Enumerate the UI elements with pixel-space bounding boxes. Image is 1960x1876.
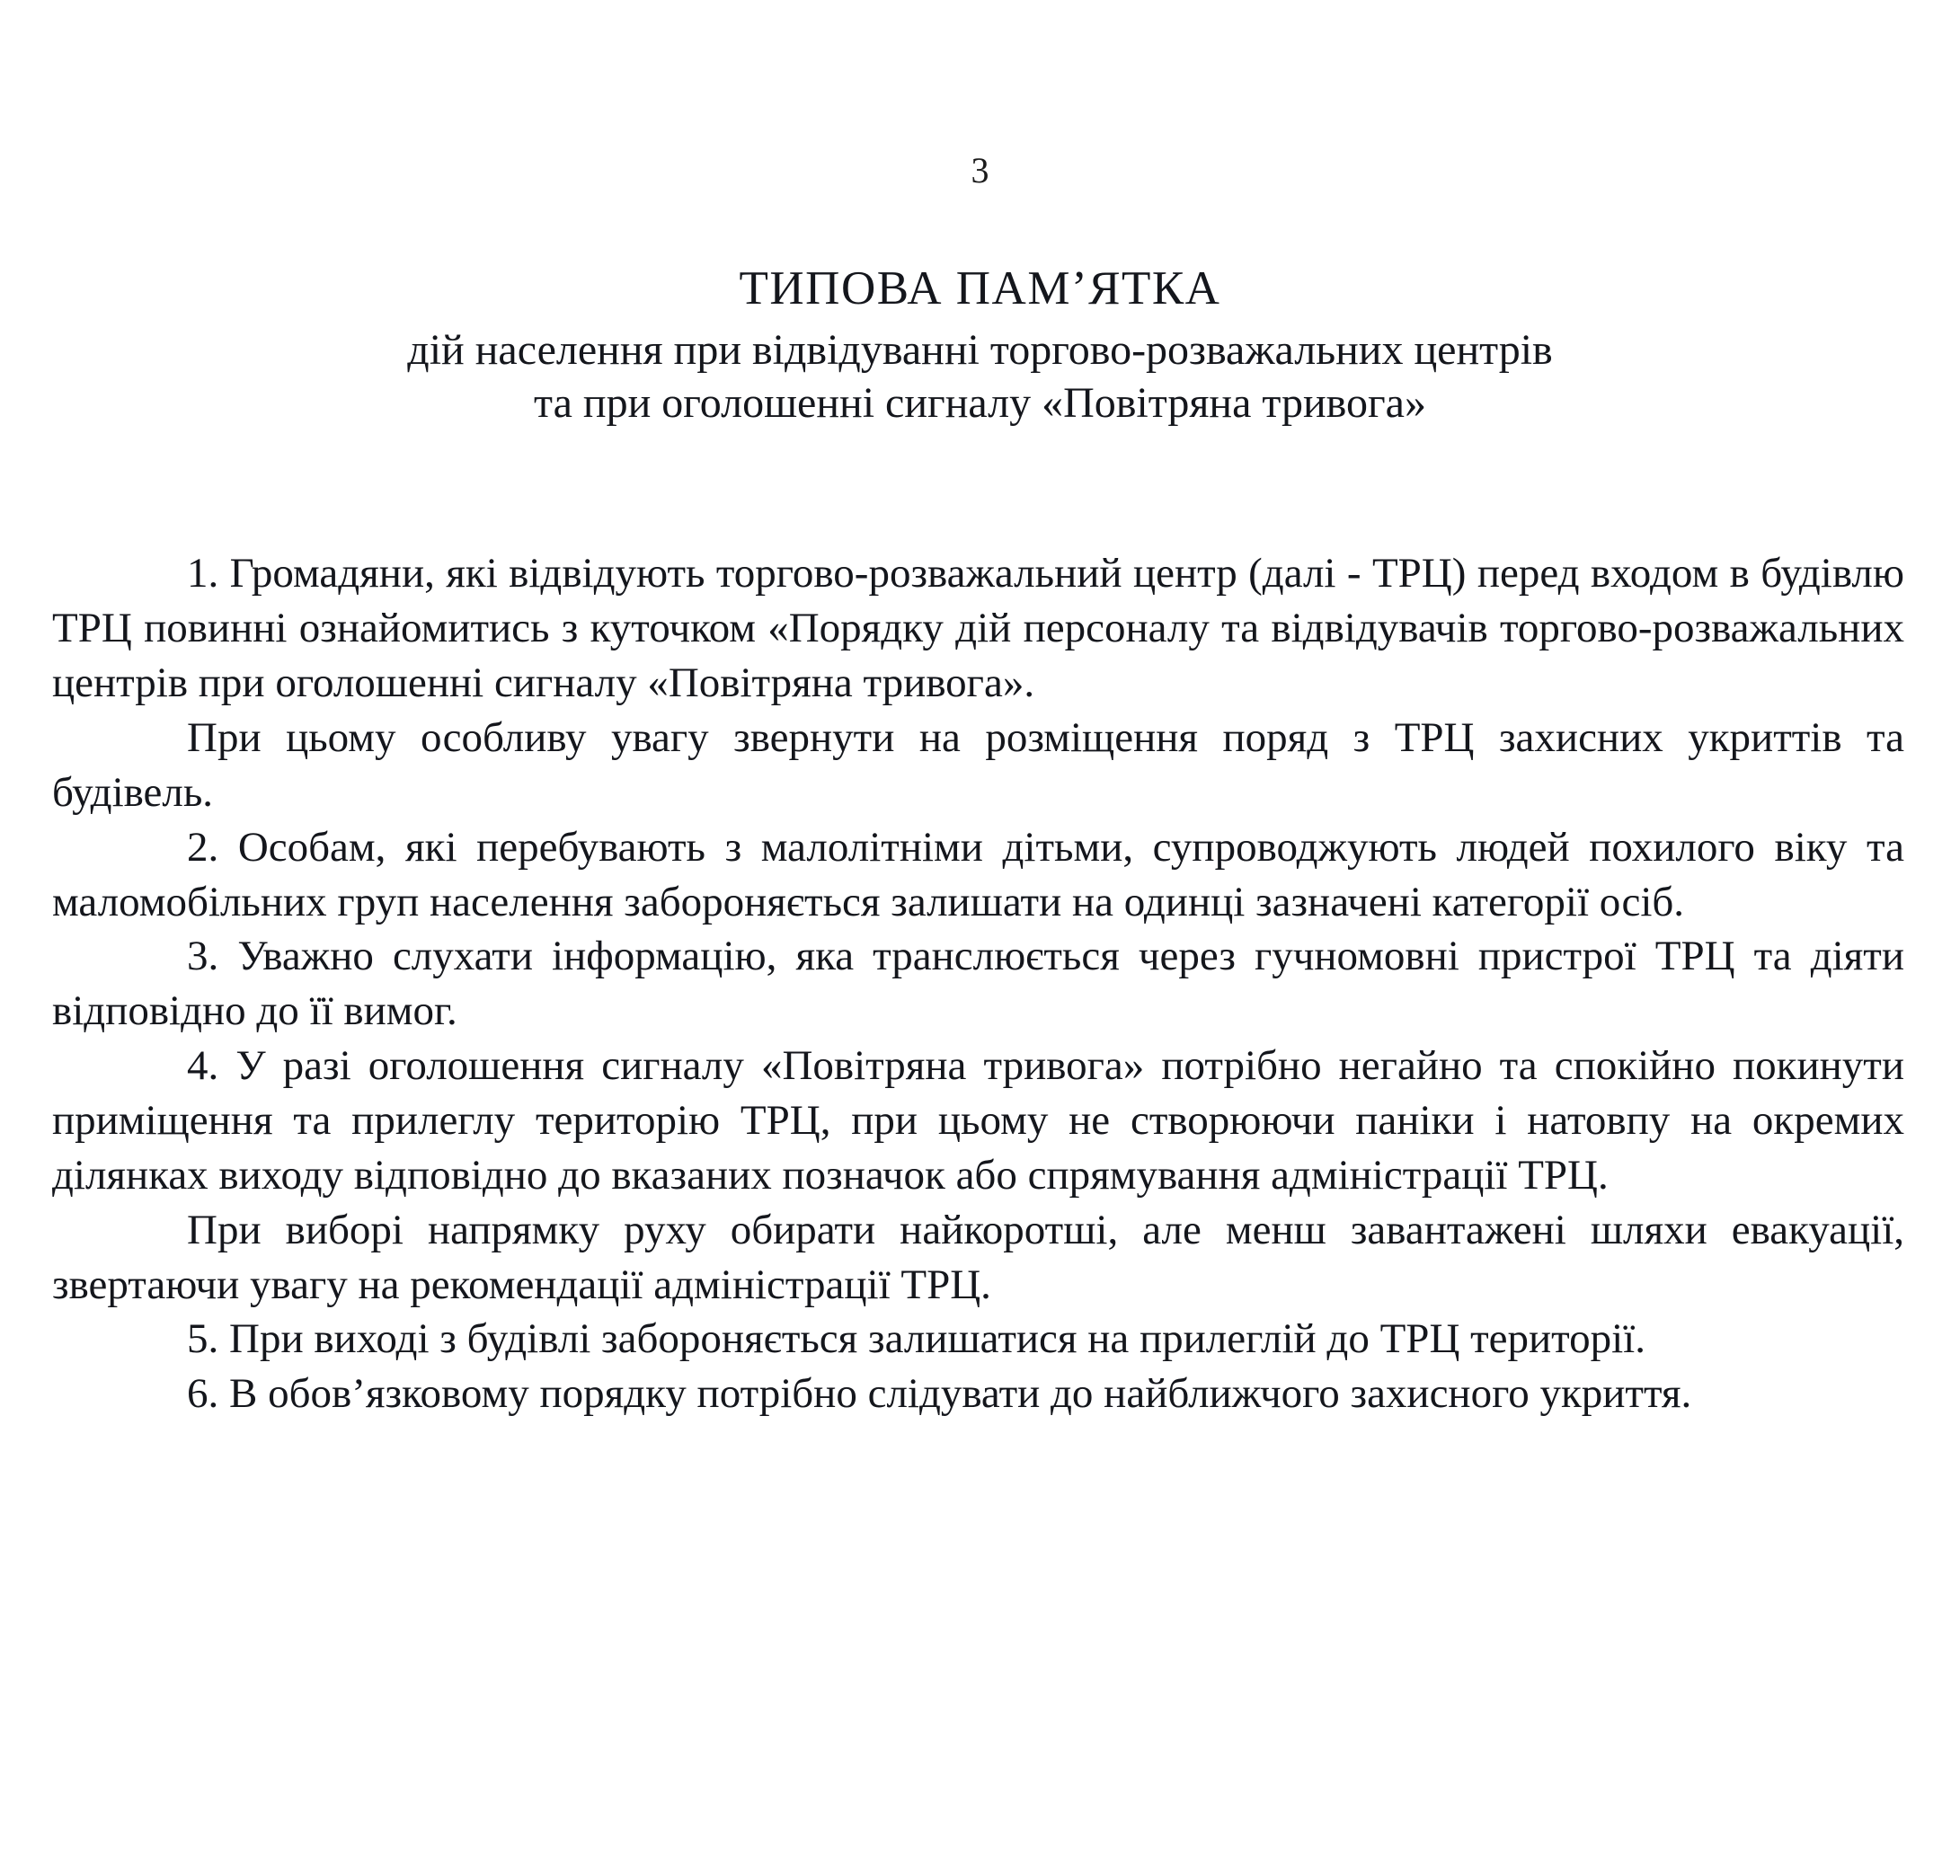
paragraph: 1. Громадяни, які відвідують торгово-розважальний центр (далі - ТРЦ) перед входом в будівлю ТРЦ повинні ознайомитись з куточком «Порядку дій персоналу та відвідувачів торгово-розважальних центрів при оголошенні сигналу «Повітряна тривога». — [52, 550, 1904, 707]
document-title: ТИПОВА ПАМ’ЯТКА — [739, 262, 1221, 314]
paragraph: 4. У разі оголошення сигналу «Повітряна тривога» потрібно негайно та спокійно покинути приміщення та прилеглу територію ТРЦ, при цьому не створюючи паніки і натовпу на окремих ділянках виходу відповідно до вказаних позначок або спрямування адміністрації ТРЦ. — [52, 1042, 1904, 1199]
document-subtitle — [0, 324, 1960, 429]
paragraph: 5. При виході з будівлі забороняється залишатися на прилеглій до ТРЦ території. — [187, 1315, 1645, 1363]
paragraph: 2. Особам, які перебувають з малолітніми дітьми, супроводжують людей похилого віку та маломобільних груп населення забороняється залишати на одинці зазначені категорії осіб. — [52, 823, 1904, 925]
paragraph: 6. В обов’язковому порядку потрібно слідувати до найближчого захисного укриття. — [187, 1370, 1692, 1418]
document-subtitle-line-2: та при оголошенні сигналу «Повітряна тривога» — [534, 378, 1426, 427]
paragraph: При виборі напрямку руху обирати найкоротші, але менш завантажені шляхи евакуації, звертаючи увагу на рекомендації адміністрації ТРЦ. — [52, 1206, 1904, 1308]
document-body — [0, 546, 1960, 1421]
page-number: 3 — [971, 150, 989, 190]
paragraph: При цьому особливу увагу звернути на розміщення поряд з ТРЦ захисних укриттів та будівель. — [52, 714, 1904, 816]
document-heading — [0, 262, 1960, 429]
document-subtitle-line-1: дій населення при відвідуванні торгово-розважальних центрів — [407, 326, 1553, 375]
paragraph: 3. Уважно слухати інформацію, яка транслюється через гучномовні пристрої ТРЦ та діяти відповідно до її вимог. — [52, 933, 1904, 1035]
